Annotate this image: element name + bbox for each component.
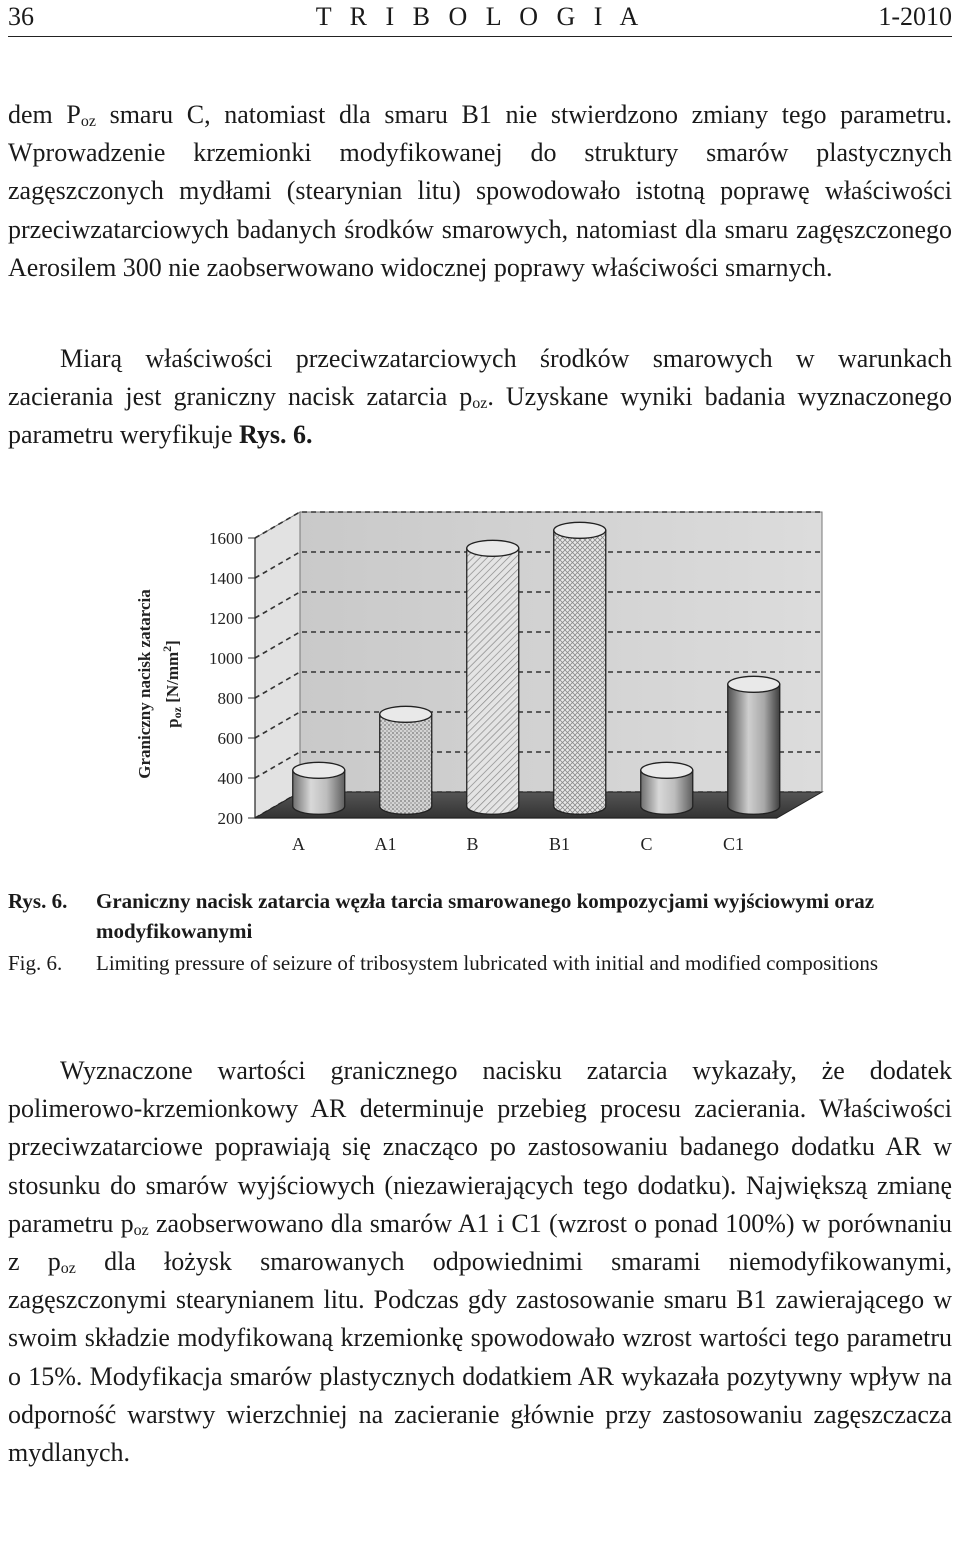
x-tick-label: C [640, 834, 653, 854]
y-tick-label: 1000 [209, 649, 243, 668]
y-axis-title [135, 589, 184, 779]
y-axis-label-line1: Graniczny nacisk zatarcia [135, 589, 154, 779]
bar-C1 [728, 684, 780, 814]
bar-top-A [293, 762, 345, 778]
y-tick-label: 400 [217, 769, 243, 788]
paragraph-2: Miarą właściwości przeciwzatarciowych środków smarowych w warunkach zacierania jest graniczny nacisk zatarcia $p_{oz}$. Uzyskane wyniki badania wyznaczonego parametru weryfikuje Rys. 6. [8, 344, 952, 450]
journal-title: T R I B O L O G I A [315, 2, 645, 31]
bar-top-A1 [380, 706, 432, 722]
y-tick-label: 1200 [209, 609, 243, 628]
bar-top-C1 [728, 676, 780, 692]
page-header [8, 0, 952, 37]
caption-label-en: Fig. 6. [8, 951, 63, 975]
y-tick-label: 600 [217, 729, 243, 748]
x-tick-label: B1 [548, 834, 571, 854]
page-number: 36 [8, 2, 34, 31]
figure-caption-en [8, 948, 952, 978]
paragraph-3: Wyznaczone wartości granicznego nacisku zatarcia wykazały, że dodatek polimerowo-krzemionkowy AR determinuje przebieg procesu zacierania. Właściwości przeciwzatarciowe poprawiają się znacząco po zastosowaniu badanego dodatku AR w stosunku do smarów wyjściowych (niezawierających tego dodatku). Największą zmianę parametru $p_{oz}$ zaobserwowano dla smarów A1 i C1 (wzrost o ponad 100%) w porównaniu z $p_{oz}$ dla łożysk smarowanych odpowiednimi smarami niemodyfikowanymi, zagęszczonymi stearynianem litu. Podczas gdy zastosowanie smaru B1 zawierającego w swoim składzie modyfikowaną krzemionkę spowodowało wzrost wartości tego parametru o 15%. Modyfikacja smarów plastycznych dodatkiem AR wykazała pozytywny wpływ na odporność warstwy wierzchniej na zacieranie głównie przy zastosowaniu zagęszczacza mydlanych. [8, 1056, 952, 1468]
svg-text:poz [N/mm2]: poz $[N/mm^2]$ [160, 640, 184, 728]
figure-reference: Rys. 6. [239, 420, 313, 450]
caption-label-pl: Rys. 6. [8, 889, 68, 913]
caption-text-en: Limiting pressure of seizure of tribosystem lubricated with initial and modified compositions [96, 951, 879, 975]
bar-top-B1 [554, 522, 606, 538]
x-tick-label: A1 [374, 834, 397, 854]
bar-top-B [467, 540, 519, 556]
bar-chart [120, 500, 840, 870]
bar-A1 [380, 714, 432, 814]
y-tick-label: 200 [217, 809, 243, 828]
y-tick-label: 1600 [209, 529, 243, 548]
bar-B1 [554, 530, 606, 814]
x-tick-label: C1 [722, 834, 745, 854]
svg-text:Graniczny nacisk zatarcia [135, 589, 154, 779]
x-tick-label: A [292, 834, 305, 854]
paragraph-1: dem $P_{oz}$ smaru C, natomiast dla smaru B1 nie stwierdzono zmiany tego parametru. Wprowadzenie krzemionki modyfikowanej do struktury smarów plastycznych zagęszczonych mydłami (stearynian litu) spowodowało istotną poprawę właściwości przeciwzatarciowych badanych środków smarowych, natomiast dla smaru zagęszczonego Aerosilem 300 nie zaobserwowano widocznej poprawy właściwości smarnych. [8, 100, 952, 282]
chart-svg [120, 500, 840, 870]
y-tick-label: 1400 [209, 569, 243, 588]
x-tick-label: B [466, 834, 479, 854]
issue-number: 1-2010 [878, 2, 952, 31]
bar-B [467, 548, 519, 814]
bar-top-C [641, 762, 693, 778]
plot-area [209, 512, 822, 854]
y-tick-label: 800 [217, 689, 243, 708]
caption-text-pl: Graniczny nacisk zatarcia węzła tarcia smarowanego kompozycjami wyjściowymi oraz modyfikowanymi [96, 889, 875, 943]
figure-caption-pl [8, 886, 952, 946]
